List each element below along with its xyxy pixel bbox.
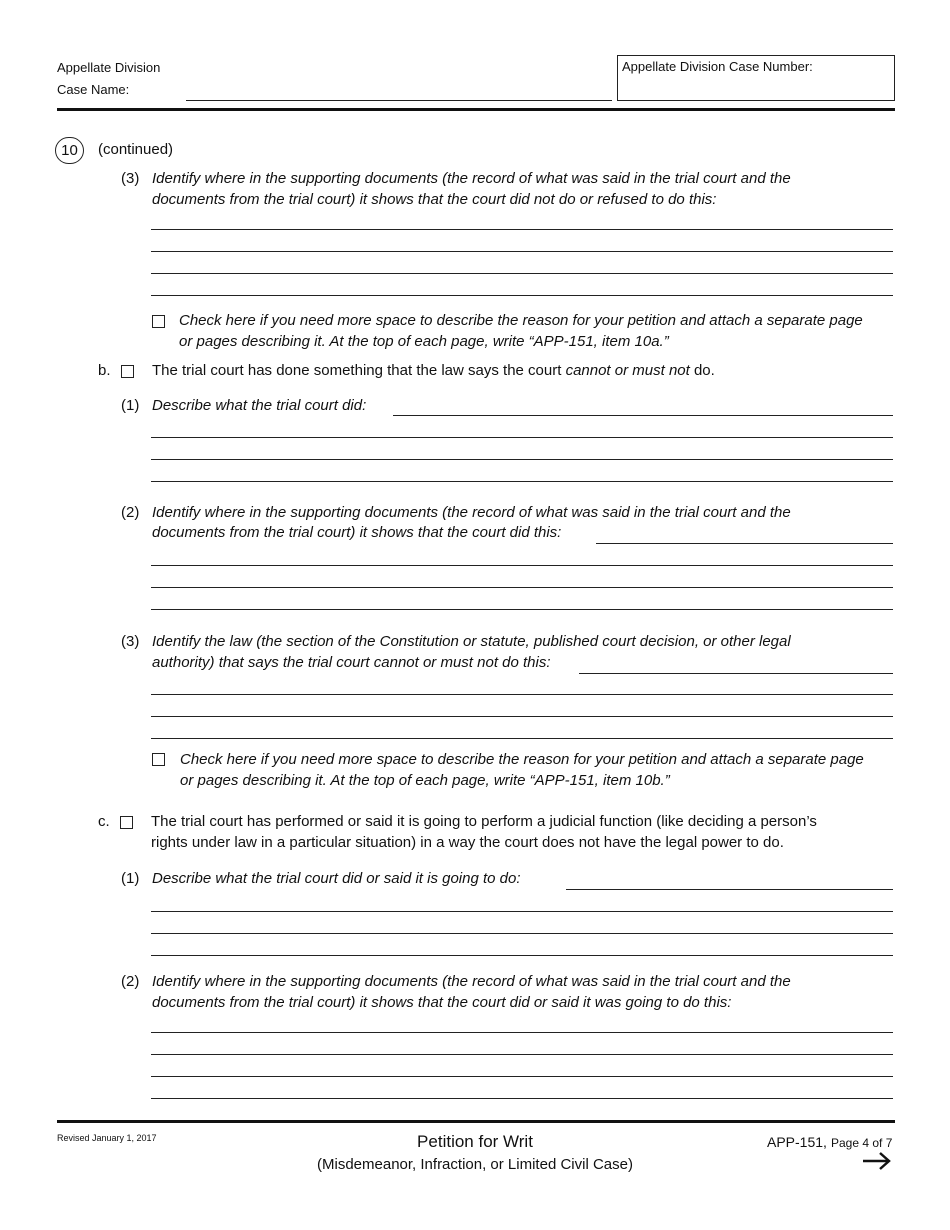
b-checkbox[interactable] bbox=[121, 365, 134, 378]
c2-text-1: Identify where in the supporting documents (the record of what was said in the trial court and the bbox=[152, 973, 791, 990]
b3-text-2: authority) that says the trial court cannot or must not do this: bbox=[152, 654, 551, 671]
footer-rule bbox=[57, 1120, 895, 1123]
b2-text-2: documents from the trial court) it shows that the court did this: bbox=[152, 524, 562, 541]
item-continued: (continued) bbox=[98, 141, 174, 158]
c2-text-2: documents from the trial court) it shows that the court did or said it was going to do this: bbox=[152, 994, 732, 1011]
b3-answer-line-4[interactable] bbox=[151, 738, 893, 739]
a3-text-2: documents from the trial court) it shows that the court did not do or refused to do this: bbox=[152, 191, 717, 208]
more-space-10b-text-2: or pages describing it. At the top of each page, write “APP-151, item 10b.” bbox=[180, 772, 670, 789]
c2-number: (2) bbox=[121, 973, 140, 990]
b2-answer-line-2[interactable] bbox=[151, 565, 893, 566]
c-checkbox[interactable] bbox=[120, 816, 133, 829]
b3-text-1: Identify the law (the section of the Constitution or statute, published court decision, or other legal bbox=[152, 633, 791, 650]
form-title: Petition for Writ bbox=[417, 1132, 533, 1151]
b3-number: (3) bbox=[121, 633, 140, 650]
a3-text-1: Identify where in the supporting documents (the record of what was said in the trial court and the bbox=[152, 170, 791, 187]
more-space-10a-text-1: Check here if you need more space to describe the reason for your petition and attach a separate page bbox=[179, 312, 863, 329]
form-subtitle: (Misdemeanor, Infraction, or Limited Civil Case) bbox=[317, 1156, 633, 1173]
case-name-field[interactable] bbox=[186, 100, 612, 101]
b1-answer-line-2[interactable] bbox=[151, 437, 893, 438]
case-name-label-2: Case Name: bbox=[57, 82, 130, 97]
revised-date: Revised January 1, 2017 bbox=[57, 1133, 157, 1143]
c1-answer-line-2[interactable] bbox=[151, 911, 893, 912]
a3-answer-line-4[interactable] bbox=[151, 295, 893, 296]
a3-answer-line-2[interactable] bbox=[151, 251, 893, 252]
c1-answer-line-3[interactable] bbox=[151, 933, 893, 934]
more-space-10a-text-2: or pages describing it. At the top of each page, write “APP-151, item 10a.” bbox=[179, 333, 669, 350]
b1-answer-line-4[interactable] bbox=[151, 481, 893, 482]
more-space-10b-text-1: Check here if you need more space to describe the reason for your petition and attach a separate page bbox=[180, 751, 864, 768]
b3-answer-line-1[interactable] bbox=[579, 673, 893, 674]
c2-answer-line-4[interactable] bbox=[151, 1098, 893, 1099]
b1-answer-line-3[interactable] bbox=[151, 459, 893, 460]
c1-answer-line-1[interactable] bbox=[566, 889, 893, 890]
b1-text: Describe what the trial court did: bbox=[152, 397, 367, 414]
b3-answer-line-2[interactable] bbox=[151, 694, 893, 695]
b-text: The trial court has done something that the law says the court cannot or must not do. bbox=[152, 362, 715, 379]
item-number-badge: 10 bbox=[55, 137, 84, 164]
b2-text-1: Identify where in the supporting documents (the record of what was said in the trial court and the bbox=[152, 504, 791, 521]
c-letter: c. bbox=[98, 813, 110, 830]
c2-answer-line-3[interactable] bbox=[151, 1076, 893, 1077]
b2-number: (2) bbox=[121, 504, 140, 521]
c-text-1: The trial court has performed or said it is going to perform a judicial function (like deciding a person’s bbox=[151, 813, 817, 830]
c1-answer-line-4[interactable] bbox=[151, 955, 893, 956]
c1-text: Describe what the trial court did or said it is going to do: bbox=[152, 870, 521, 887]
c2-answer-line-1[interactable] bbox=[151, 1032, 893, 1033]
case-number-label: Appellate Division Case Number: bbox=[622, 59, 813, 74]
b2-answer-line-4[interactable] bbox=[151, 609, 893, 610]
case-number-box[interactable] bbox=[617, 55, 895, 101]
header-rule bbox=[57, 108, 895, 111]
b2-answer-line-3[interactable] bbox=[151, 587, 893, 588]
b2-answer-line-1[interactable] bbox=[596, 543, 893, 544]
b1-number: (1) bbox=[121, 397, 140, 414]
a3-number: (3) bbox=[121, 170, 140, 187]
form-id: APP-151, bbox=[767, 1134, 827, 1150]
a3-answer-line-1[interactable] bbox=[151, 229, 893, 230]
case-name-label: Appellate Division bbox=[57, 60, 161, 75]
c1-number: (1) bbox=[121, 870, 140, 887]
a3-answer-line-3[interactable] bbox=[151, 273, 893, 274]
more-space-10b-checkbox[interactable] bbox=[152, 753, 165, 766]
b-letter: b. bbox=[98, 362, 111, 379]
c-text-2: rights under law in a particular situation) in a way the court does not have the legal power to do. bbox=[151, 834, 784, 851]
right-arrow-icon bbox=[862, 1150, 892, 1172]
b3-answer-line-3[interactable] bbox=[151, 716, 893, 717]
page-number: Page 4 of 7 bbox=[831, 1136, 893, 1150]
c2-answer-line-2[interactable] bbox=[151, 1054, 893, 1055]
more-space-10a-checkbox[interactable] bbox=[152, 315, 165, 328]
b1-answer-line-1[interactable] bbox=[393, 415, 893, 416]
